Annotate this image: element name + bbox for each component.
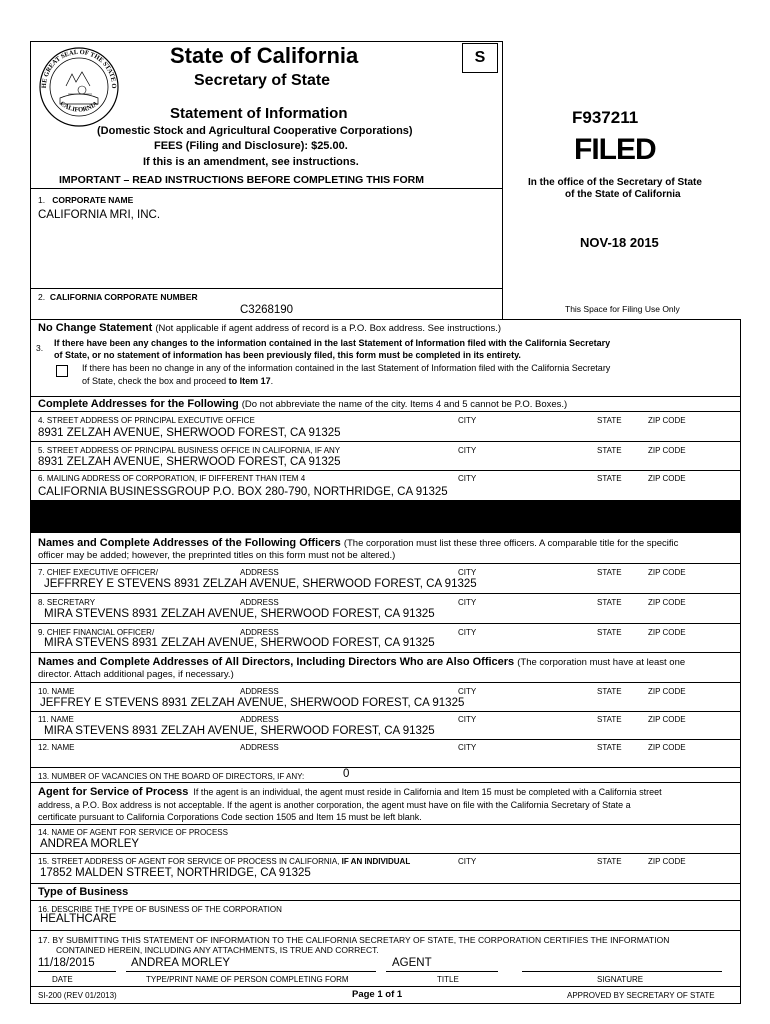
- form-code: S: [474, 49, 486, 66]
- item7-value[interactable]: JEFFRREY E STEVENS 8931 ZELZAH AVENUE, SHERWOOD FOREST, CA 91325: [44, 578, 477, 590]
- item11-value[interactable]: MIRA STEVENS 8931 ZELZAH AVENUE, SHERWOOD FOREST, CA 91325: [44, 725, 435, 737]
- item11-state-label: STATE: [597, 715, 622, 724]
- state-title: State of California: [170, 43, 359, 68]
- item4-label: 4. STREET ADDRESS OF PRINCIPAL EXECUTIVE OFFICE: [38, 416, 255, 425]
- item16-label: 16. DESCRIBE THE TYPE OF BUSINESS OF THE CORPORATION: [38, 905, 282, 914]
- statement-title: Statement of Information: [170, 105, 348, 122]
- item5-value[interactable]: 8931 ZELZAH AVENUE, SHERWOOD FOREST, CA 91325: [38, 456, 341, 468]
- page-number: Page 1 of 1: [352, 989, 403, 1000]
- no-change-line3: If there has been no change in any of the information contained in the last Statement of Information filed with the California Secretary: [82, 363, 611, 373]
- item10-label: 10. NAME: [38, 687, 75, 696]
- no-change-line2: of State, or no statement of information has been previously filed, this form must be completed in its entirety.: [54, 350, 521, 360]
- cert-date-label: DATE: [52, 975, 73, 984]
- no-change-line4: of State, check the box and proceed to Item 17.: [82, 376, 274, 386]
- item5-label: 5. STREET ADDRESS OF PRINCIPAL BUSINESS OFFICE IN CALIFORNIA, IF ANY: [38, 446, 341, 455]
- item9-label: 9. CHIEF FINANCIAL OFFICER/: [38, 628, 155, 637]
- item9-city-label: CITY: [458, 628, 477, 637]
- business-type-value[interactable]: HEALTHCARE: [40, 913, 117, 925]
- item15-state-label: STATE: [597, 857, 622, 866]
- cert-name-value[interactable]: ANDREA MORLEY: [131, 957, 231, 969]
- form-id: SI-200 (REV 01/2013): [38, 991, 117, 1000]
- item8-city-label: CITY: [458, 598, 477, 607]
- item5-state-label: STATE: [597, 446, 622, 455]
- item5-city-label: CITY: [458, 446, 477, 455]
- item7-city-label: CITY: [458, 568, 477, 577]
- item12-state-label: STATE: [597, 743, 622, 752]
- fees-line: FEES (Filing and Disclosure): $25.00.: [154, 140, 348, 152]
- form-subtitle: (Domestic Stock and Agricultural Cooperative Corporations): [97, 125, 413, 137]
- item12-label: 12. NAME: [38, 743, 75, 752]
- directors-title: Names and Complete Addresses of All Directors, Including Directors Who are Also Officers (The corporation must have at least one: [38, 656, 686, 668]
- item9-value[interactable]: MIRA STEVENS 8931 ZELZAH AVENUE, SHERWOOD FOREST, CA 91325: [44, 637, 435, 649]
- filing-date: NOV-18 2015: [580, 235, 659, 250]
- item7-address-label: ADDRESS: [240, 568, 279, 577]
- item8-label: 8. SECRETARY: [38, 598, 96, 607]
- item4-state-label: STATE: [597, 416, 622, 425]
- item2-label: 2. CALIFORNIA CORPORATE NUMBER: [38, 292, 198, 302]
- cert-title-value[interactable]: AGENT: [392, 957, 432, 969]
- redaction-bar: [30, 500, 741, 533]
- item9-address-label: ADDRESS: [240, 628, 279, 637]
- agent-para3: certificate pursuant to California Corporations Code section 1505 and Item 15 must be left blank.: [38, 812, 422, 822]
- item8-zip-label: ZIP CODE: [648, 598, 686, 607]
- form-code-box: [462, 43, 498, 73]
- amendment-line: If this is an amendment, see instructions.: [143, 156, 359, 168]
- agent-para2: address, a P.O. Box address is not acceptable. If the agent is another corporation, the agent must have on file with the California Secretary of State a: [38, 800, 631, 810]
- item5-zip-label: ZIP CODE: [648, 446, 686, 455]
- item3-num: 3.: [36, 343, 44, 353]
- cert-line1: 17. BY SUBMITTING THIS STATEMENT OF INFORMATION TO THE CALIFORNIA SECRETARY OF STATE, THE CORPORATION CERTIFIES THE INFORMATION: [38, 935, 670, 945]
- item6-state-label: STATE: [597, 474, 622, 483]
- item10-state-label: STATE: [597, 687, 622, 696]
- cert-title-label: TITLE: [437, 975, 459, 984]
- item9-state-label: STATE: [597, 628, 622, 637]
- business-title: Type of Business: [38, 886, 129, 898]
- item12-city-label: CITY: [458, 743, 477, 752]
- filed-stamp: FILED: [574, 133, 656, 166]
- addresses-title: Complete Addresses for the Following (Do not abbreviate the name of the city. Items 4 and 5 cannot be P.O. Boxes.): [38, 398, 568, 410]
- cert-name-label: TYPE/PRINT NAME OF PERSON COMPLETING FORM: [146, 975, 349, 984]
- corporate-number-value[interactable]: C3268190: [240, 304, 294, 316]
- item4-city-label: CITY: [458, 416, 477, 425]
- item12-address-label: ADDRESS: [240, 743, 279, 752]
- item11-zip-label: ZIP CODE: [648, 715, 686, 724]
- filing-office-line2: of the State of California: [565, 189, 681, 200]
- officers-note2: officer may be added; however, the preprinted titles on this form must not be altered.): [38, 550, 396, 561]
- cert-line2: CONTAINED HEREIN, INCLUDING ANY ATTACHMENTS, IS TRUE AND CORRECT.: [56, 945, 379, 955]
- item7-state-label: STATE: [597, 568, 622, 577]
- vacancies-value[interactable]: 0: [343, 768, 350, 780]
- item11-city-label: CITY: [458, 715, 477, 724]
- item4-value[interactable]: 8931 ZELZAH AVENUE, SHERWOOD FOREST, CA 91325: [38, 427, 341, 439]
- item10-city-label: CITY: [458, 687, 477, 696]
- item13-label: 13. NUMBER OF VACANCIES ON THE BOARD OF DIRECTORS, IF ANY:: [38, 772, 305, 781]
- item6-city-label: CITY: [458, 474, 477, 483]
- svg-text:THE GREAT SEAL OF THE STATE OF: [38, 46, 117, 89]
- item15-label: 15. STREET ADDRESS OF AGENT FOR SERVICE OF PROCESS IN CALIFORNIA, IF AN INDIVIDUAL: [38, 857, 411, 866]
- item15-city-label: CITY: [458, 857, 477, 866]
- important-line: IMPORTANT – READ INSTRUCTIONS BEFORE COMPLETING THIS FORM: [59, 174, 424, 186]
- approved-label: APPROVED BY SECRETARY OF STATE: [567, 991, 715, 1000]
- item9-zip-label: ZIP CODE: [648, 628, 686, 637]
- item10-address-label: ADDRESS: [240, 687, 279, 696]
- filing-number: F937211: [572, 108, 639, 127]
- item8-address-label: ADDRESS: [240, 598, 279, 607]
- item4-zip-label: ZIP CODE: [648, 416, 686, 425]
- item10-zip-label: ZIP CODE: [648, 687, 686, 696]
- item12-zip-label: ZIP CODE: [648, 743, 686, 752]
- svg-text:CALIFORNIA: [59, 100, 100, 114]
- no-change-line1: If there have been any changes to the information contained in the last Statement of Information filed with the California Secretary: [54, 338, 611, 348]
- item8-state-label: STATE: [597, 598, 622, 607]
- item7-label: 7. CHIEF EXECUTIVE OFFICER/: [38, 568, 159, 577]
- filing-space-note: This Space for Filing Use Only: [565, 304, 680, 314]
- no-change-title: No Change Statement (Not applicable if agent address of record is a P.O. Box address. See instructions.): [38, 322, 502, 334]
- item7-zip-label: ZIP CODE: [648, 568, 686, 577]
- office-title: Secretary of State: [194, 72, 331, 89]
- agent-name-value[interactable]: ANDREA MORLEY: [40, 838, 140, 850]
- item11-label: 11. NAME: [38, 715, 74, 724]
- item10-value[interactable]: JEFFREY E STEVENS 8931 ZELZAH AVENUE, SHERWOOD FOREST, CA 91325: [40, 697, 465, 709]
- item6-zip-label: ZIP CODE: [648, 474, 686, 483]
- cert-signature-label: SIGNATURE: [597, 975, 644, 984]
- item11-address-label: ADDRESS: [240, 715, 279, 724]
- no-change-checkbox[interactable]: [56, 365, 68, 377]
- officers-title: Names and Complete Addresses of the Following Officers (The corporation must list these three officers. A comparable title for the specific: [38, 537, 679, 549]
- directors-note2: director. Attach additional pages, if necessary.): [38, 669, 234, 680]
- seal-bottom-text: CALIFORNIA: [58, 100, 100, 114]
- filing-office-line1: In the office of the Secretary of State: [528, 177, 702, 188]
- agent-para1: Agent for Service of Process If the agent is an individual, the agent must reside in California and Item 15 must be completed with a California street: [38, 786, 662, 798]
- item1-label: 1. CORPORATE NAME: [38, 195, 134, 205]
- item14-label: 14. NAME OF AGENT FOR SERVICE OF PROCESS: [38, 828, 228, 837]
- state-seal-icon: [38, 46, 120, 128]
- corporate-name-value[interactable]: CALIFORNIA MRI, INC.: [38, 209, 161, 221]
- item15-zip-label: ZIP CODE: [648, 857, 686, 866]
- agent-address-value[interactable]: 17852 MALDEN STREET, NORTHRIDGE, CA 91325: [40, 867, 311, 879]
- cert-date-value[interactable]: 11/18/2015: [38, 957, 95, 969]
- item6-label: 6. MAILING ADDRESS OF CORPORATION, IF DIFFERENT THAN ITEM 4: [38, 474, 306, 483]
- item6-value[interactable]: CALIFORNIA BUSINESSGROUP P.O. BOX 280-790, NORTHRIDGE, CA 91325: [38, 486, 448, 498]
- item8-value[interactable]: MIRA STEVENS 8931 ZELZAH AVENUE, SHERWOOD FOREST, CA 91325: [44, 608, 435, 620]
- seal-outer-text: HE GREAT SEAL OF THE STATE O: [40, 48, 118, 89]
